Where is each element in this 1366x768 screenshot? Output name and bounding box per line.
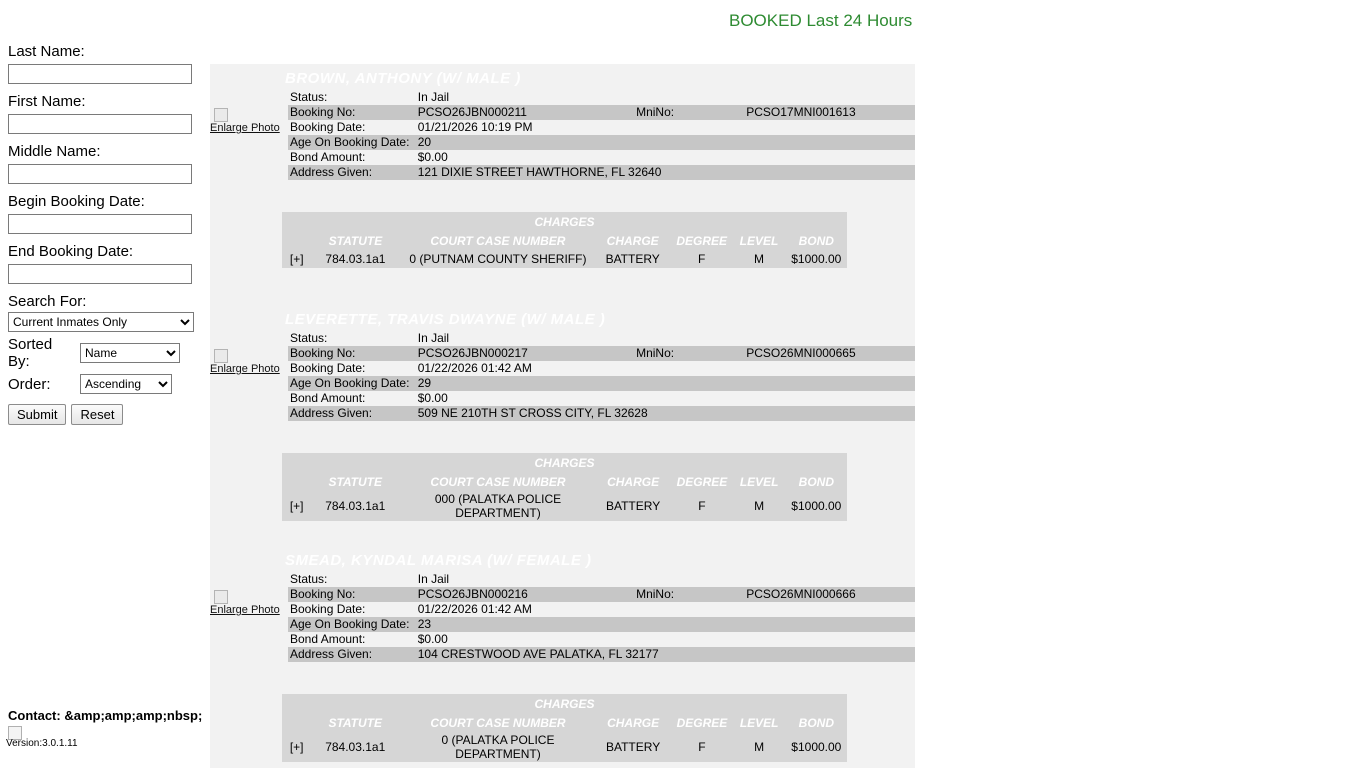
spacer-cell	[744, 331, 915, 346]
spacer-cell	[744, 120, 915, 135]
expand-charge-button[interactable]: [+]	[289, 252, 304, 266]
search-for-label: Search For:	[8, 293, 87, 310]
bond-amount-label: Bond Amount:	[290, 391, 366, 405]
order-label: Order:	[8, 375, 51, 393]
last-name-input[interactable]	[8, 64, 192, 84]
broken-photo-icon	[214, 108, 228, 122]
statute-header: STATUTE	[328, 715, 383, 730]
court-case-number-value: 0 (PALATKA POLICE DEPARTMENT)	[441, 733, 555, 761]
level-value: M	[754, 740, 765, 754]
charges-title-row	[282, 453, 847, 472]
spacer-cell	[634, 90, 744, 105]
charges-title-row	[282, 212, 847, 231]
charges-table	[282, 453, 847, 521]
level-value: M	[753, 252, 764, 266]
spacer-cell	[634, 391, 744, 406]
address-given-value: 104 CRESTWOOD AVE PALATKA, FL 32177	[416, 647, 915, 662]
status-value: In Jail	[417, 331, 450, 345]
detail-row	[288, 90, 915, 105]
charges-title: CHARGES	[534, 696, 595, 711]
enlarge-photo-link[interactable]: Enlarge Photo	[210, 122, 280, 134]
sorted-by-row	[8, 336, 204, 370]
charges-expand-header	[282, 472, 309, 491]
court-case-number-header: COURT CASE NUMBER	[430, 474, 566, 489]
sorted-by-label: Sorted By:	[8, 336, 53, 370]
search-panel	[8, 40, 204, 425]
page-title: BOOKED Last 24 Hours	[729, 11, 913, 30]
broken-photo-icon	[214, 590, 228, 604]
spacer-cell	[634, 361, 744, 376]
statute-header: STATUTE	[328, 474, 383, 489]
booking-no-value: PCSO26JBN000216	[416, 587, 634, 602]
middle-name-label: Middle Name:	[8, 143, 101, 160]
reset-button[interactable]: Reset	[71, 404, 123, 425]
age-label: Age On Booking Date:	[288, 376, 416, 391]
begin-booking-date-label: Begin Booking Date:	[8, 193, 145, 210]
degree-value: F	[698, 252, 706, 266]
charges-title: CHARGES	[534, 214, 595, 229]
enlarge-photo-link[interactable]: Enlarge Photo	[210, 363, 280, 375]
inmate-name: LEVERETTE, TRAVIS DWAYNE (W/ MALE )	[285, 311, 606, 328]
expand-charge-button[interactable]: [+]	[289, 740, 304, 754]
search-for-select[interactable]	[8, 312, 194, 332]
form-buttons	[8, 404, 204, 425]
end-booking-date-label: End Booking Date:	[8, 243, 134, 260]
booking-date-value: 01/21/2026 10:19 PM	[417, 120, 533, 134]
address-given-label: Address Given:	[288, 647, 416, 662]
spacer-cell	[744, 150, 915, 165]
detail-row	[288, 647, 915, 662]
degree-header: DEGREE	[676, 233, 728, 248]
spacer-cell	[634, 120, 744, 135]
age-label: Age On Booking Date:	[288, 617, 416, 632]
last-name-label: Last Name:	[8, 43, 85, 60]
address-given-label: Address Given:	[288, 165, 416, 180]
court-case-number-header: COURT CASE NUMBER	[430, 233, 566, 248]
address-given-value: 121 DIXIE STREET HAWTHORNE, FL 32640	[416, 165, 915, 180]
spacer-cell	[744, 617, 915, 632]
charges-title-row	[282, 694, 847, 713]
detail-row	[288, 346, 915, 361]
status-label: Status:	[290, 331, 328, 345]
bond-header: BOND	[798, 715, 834, 730]
spacer-cell	[744, 376, 915, 391]
charge-header: CHARGE	[607, 474, 660, 489]
bond-value: $1000.00	[791, 252, 842, 266]
enlarge-photo-link[interactable]: Enlarge Photo	[210, 604, 280, 616]
age-value: 29	[416, 376, 634, 391]
detail-row	[288, 391, 915, 406]
charge-value: BATTERY	[605, 740, 661, 754]
booking-date-value: 01/22/2026 01:42 AM	[417, 361, 532, 375]
mni-no-label: MniNo:	[634, 587, 744, 602]
contact-label: Contact: &amp;amp;amp;nbsp;	[8, 708, 203, 723]
end-booking-date-input[interactable]	[8, 264, 192, 284]
detail-row	[288, 617, 915, 632]
charge-header: CHARGE	[607, 715, 660, 730]
spacer-cell	[744, 135, 915, 150]
statute-value: 784.03.1a1	[325, 499, 386, 513]
charges-expand-header	[282, 231, 309, 250]
broken-photo-icon	[214, 349, 228, 363]
level-header: LEVEL	[739, 474, 779, 489]
status-value: In Jail	[417, 572, 450, 586]
spacer-cell	[634, 376, 744, 391]
spacer-cell	[634, 331, 744, 346]
degree-value: F	[698, 499, 706, 513]
begin-booking-date-input[interactable]	[8, 214, 192, 234]
status-label: Status:	[290, 90, 328, 104]
charges-header-row	[282, 231, 847, 250]
charge-row	[282, 250, 847, 268]
booking-date-label: Booking Date:	[290, 361, 366, 375]
address-given-value: 509 NE 210TH ST CROSS CITY, FL 32628	[416, 406, 915, 421]
court-case-number-value: 0 (PUTNAM COUNTY SHERIFF)	[409, 252, 587, 266]
inmate-photo	[210, 349, 290, 375]
bond-amount-label: Bond Amount:	[290, 150, 366, 164]
charges-expand-header	[282, 713, 309, 732]
detail-row	[288, 165, 915, 180]
charge-value: BATTERY	[605, 499, 661, 513]
spacer-cell	[634, 572, 744, 587]
court-case-number-header: COURT CASE NUMBER	[430, 715, 566, 730]
inmate-detail-table	[288, 572, 915, 662]
detail-row	[288, 632, 915, 647]
mni-no-value: PCSO26MNI000666	[744, 587, 915, 602]
bond-amount-value: $0.00	[417, 391, 448, 405]
detail-row	[288, 331, 915, 346]
inmate-name: SMEAD, KYNDAL MARISA (W/ FEMALE )	[285, 552, 592, 569]
charges-header-row	[282, 713, 847, 732]
charges-title: CHARGES	[534, 455, 595, 470]
first-name-label: First Name:	[8, 93, 86, 110]
inmate-detail-table	[288, 90, 915, 180]
middle-name-input[interactable]	[8, 164, 192, 184]
bond-amount-value: $0.00	[417, 150, 448, 164]
charge-row	[282, 732, 847, 762]
expand-charge-button[interactable]: [+]	[289, 499, 304, 513]
charges-header-row	[282, 472, 847, 491]
court-case-number-value: 000 (PALATKA POLICE DEPARTMENT)	[434, 492, 562, 520]
status-value: In Jail	[417, 90, 450, 104]
mni-no-label: MniNo:	[634, 105, 744, 120]
level-header: LEVEL	[739, 233, 779, 248]
spacer-cell	[744, 361, 915, 376]
submit-button[interactable]: Submit	[8, 404, 66, 425]
spacer-cell	[744, 391, 915, 406]
first-name-input[interactable]	[8, 114, 192, 134]
level-value: M	[754, 499, 765, 513]
inmate-photo	[210, 590, 290, 616]
order-row	[8, 374, 204, 394]
spacer-cell	[634, 135, 744, 150]
address-given-label: Address Given:	[288, 406, 416, 421]
bond-value: $1000.00	[791, 740, 842, 754]
statute-header: STATUTE	[328, 233, 383, 248]
detail-row	[288, 602, 915, 617]
inmate-detail-table	[288, 331, 915, 421]
spacer-cell	[744, 572, 915, 587]
detail-row	[288, 105, 915, 120]
spacer-cell	[634, 632, 744, 647]
bond-amount-label: Bond Amount:	[290, 632, 366, 646]
booking-date-label: Booking Date:	[290, 120, 366, 134]
mni-no-value: PCSO17MNI001613	[744, 105, 915, 120]
inmate-name: BROWN, ANTHONY (W/ MALE )	[285, 70, 521, 87]
detail-row	[288, 376, 915, 391]
detail-row	[288, 120, 915, 135]
statute-value: 784.03.1a1	[325, 252, 386, 266]
charge-row	[282, 491, 847, 521]
age-label: Age On Booking Date:	[288, 135, 416, 150]
order-select[interactable]	[80, 374, 172, 394]
sorted-by-select[interactable]	[80, 343, 180, 363]
results-panel[interactable]	[210, 64, 915, 768]
charges-table	[282, 694, 847, 762]
level-header: LEVEL	[739, 715, 779, 730]
charges-table	[282, 212, 847, 268]
detail-row	[288, 361, 915, 376]
detail-row	[288, 572, 915, 587]
booking-date-label: Booking Date:	[290, 602, 366, 616]
bond-header: BOND	[798, 233, 834, 248]
spacer-cell	[634, 617, 744, 632]
age-value: 23	[416, 617, 634, 632]
inmate-photo	[210, 108, 290, 134]
charge-value: BATTERY	[605, 252, 660, 266]
spacer-cell	[744, 90, 915, 105]
bond-amount-value: $0.00	[417, 632, 448, 646]
booking-no-label: Booking No:	[288, 346, 416, 361]
bond-header: BOND	[798, 474, 834, 489]
spacer-cell	[634, 150, 744, 165]
detail-row	[288, 135, 915, 150]
spacer-cell	[634, 602, 744, 617]
spacer-cell	[744, 602, 915, 617]
detail-row	[288, 150, 915, 165]
booking-no-label: Booking No:	[288, 587, 416, 602]
booking-date-value: 01/22/2026 01:42 AM	[417, 602, 532, 616]
bond-value: $1000.00	[791, 499, 842, 513]
spacer-cell	[744, 632, 915, 647]
version-label: Version:3.0.1.11	[6, 738, 78, 749]
booking-no-value: PCSO26JBN000217	[416, 346, 634, 361]
charge-header: CHARGE	[606, 233, 659, 248]
age-value: 20	[416, 135, 634, 150]
statute-value: 784.03.1a1	[325, 740, 386, 754]
degree-header: DEGREE	[676, 474, 728, 489]
degree-header: DEGREE	[676, 715, 728, 730]
booking-no-label: Booking No:	[288, 105, 416, 120]
mni-no-value: PCSO26MNI000665	[744, 346, 915, 361]
status-label: Status:	[290, 572, 328, 586]
detail-row	[288, 587, 915, 602]
mni-no-label: MniNo:	[634, 346, 744, 361]
booking-no-value: PCSO26JBN000211	[416, 105, 634, 120]
degree-value: F	[698, 740, 706, 754]
detail-row	[288, 406, 915, 421]
